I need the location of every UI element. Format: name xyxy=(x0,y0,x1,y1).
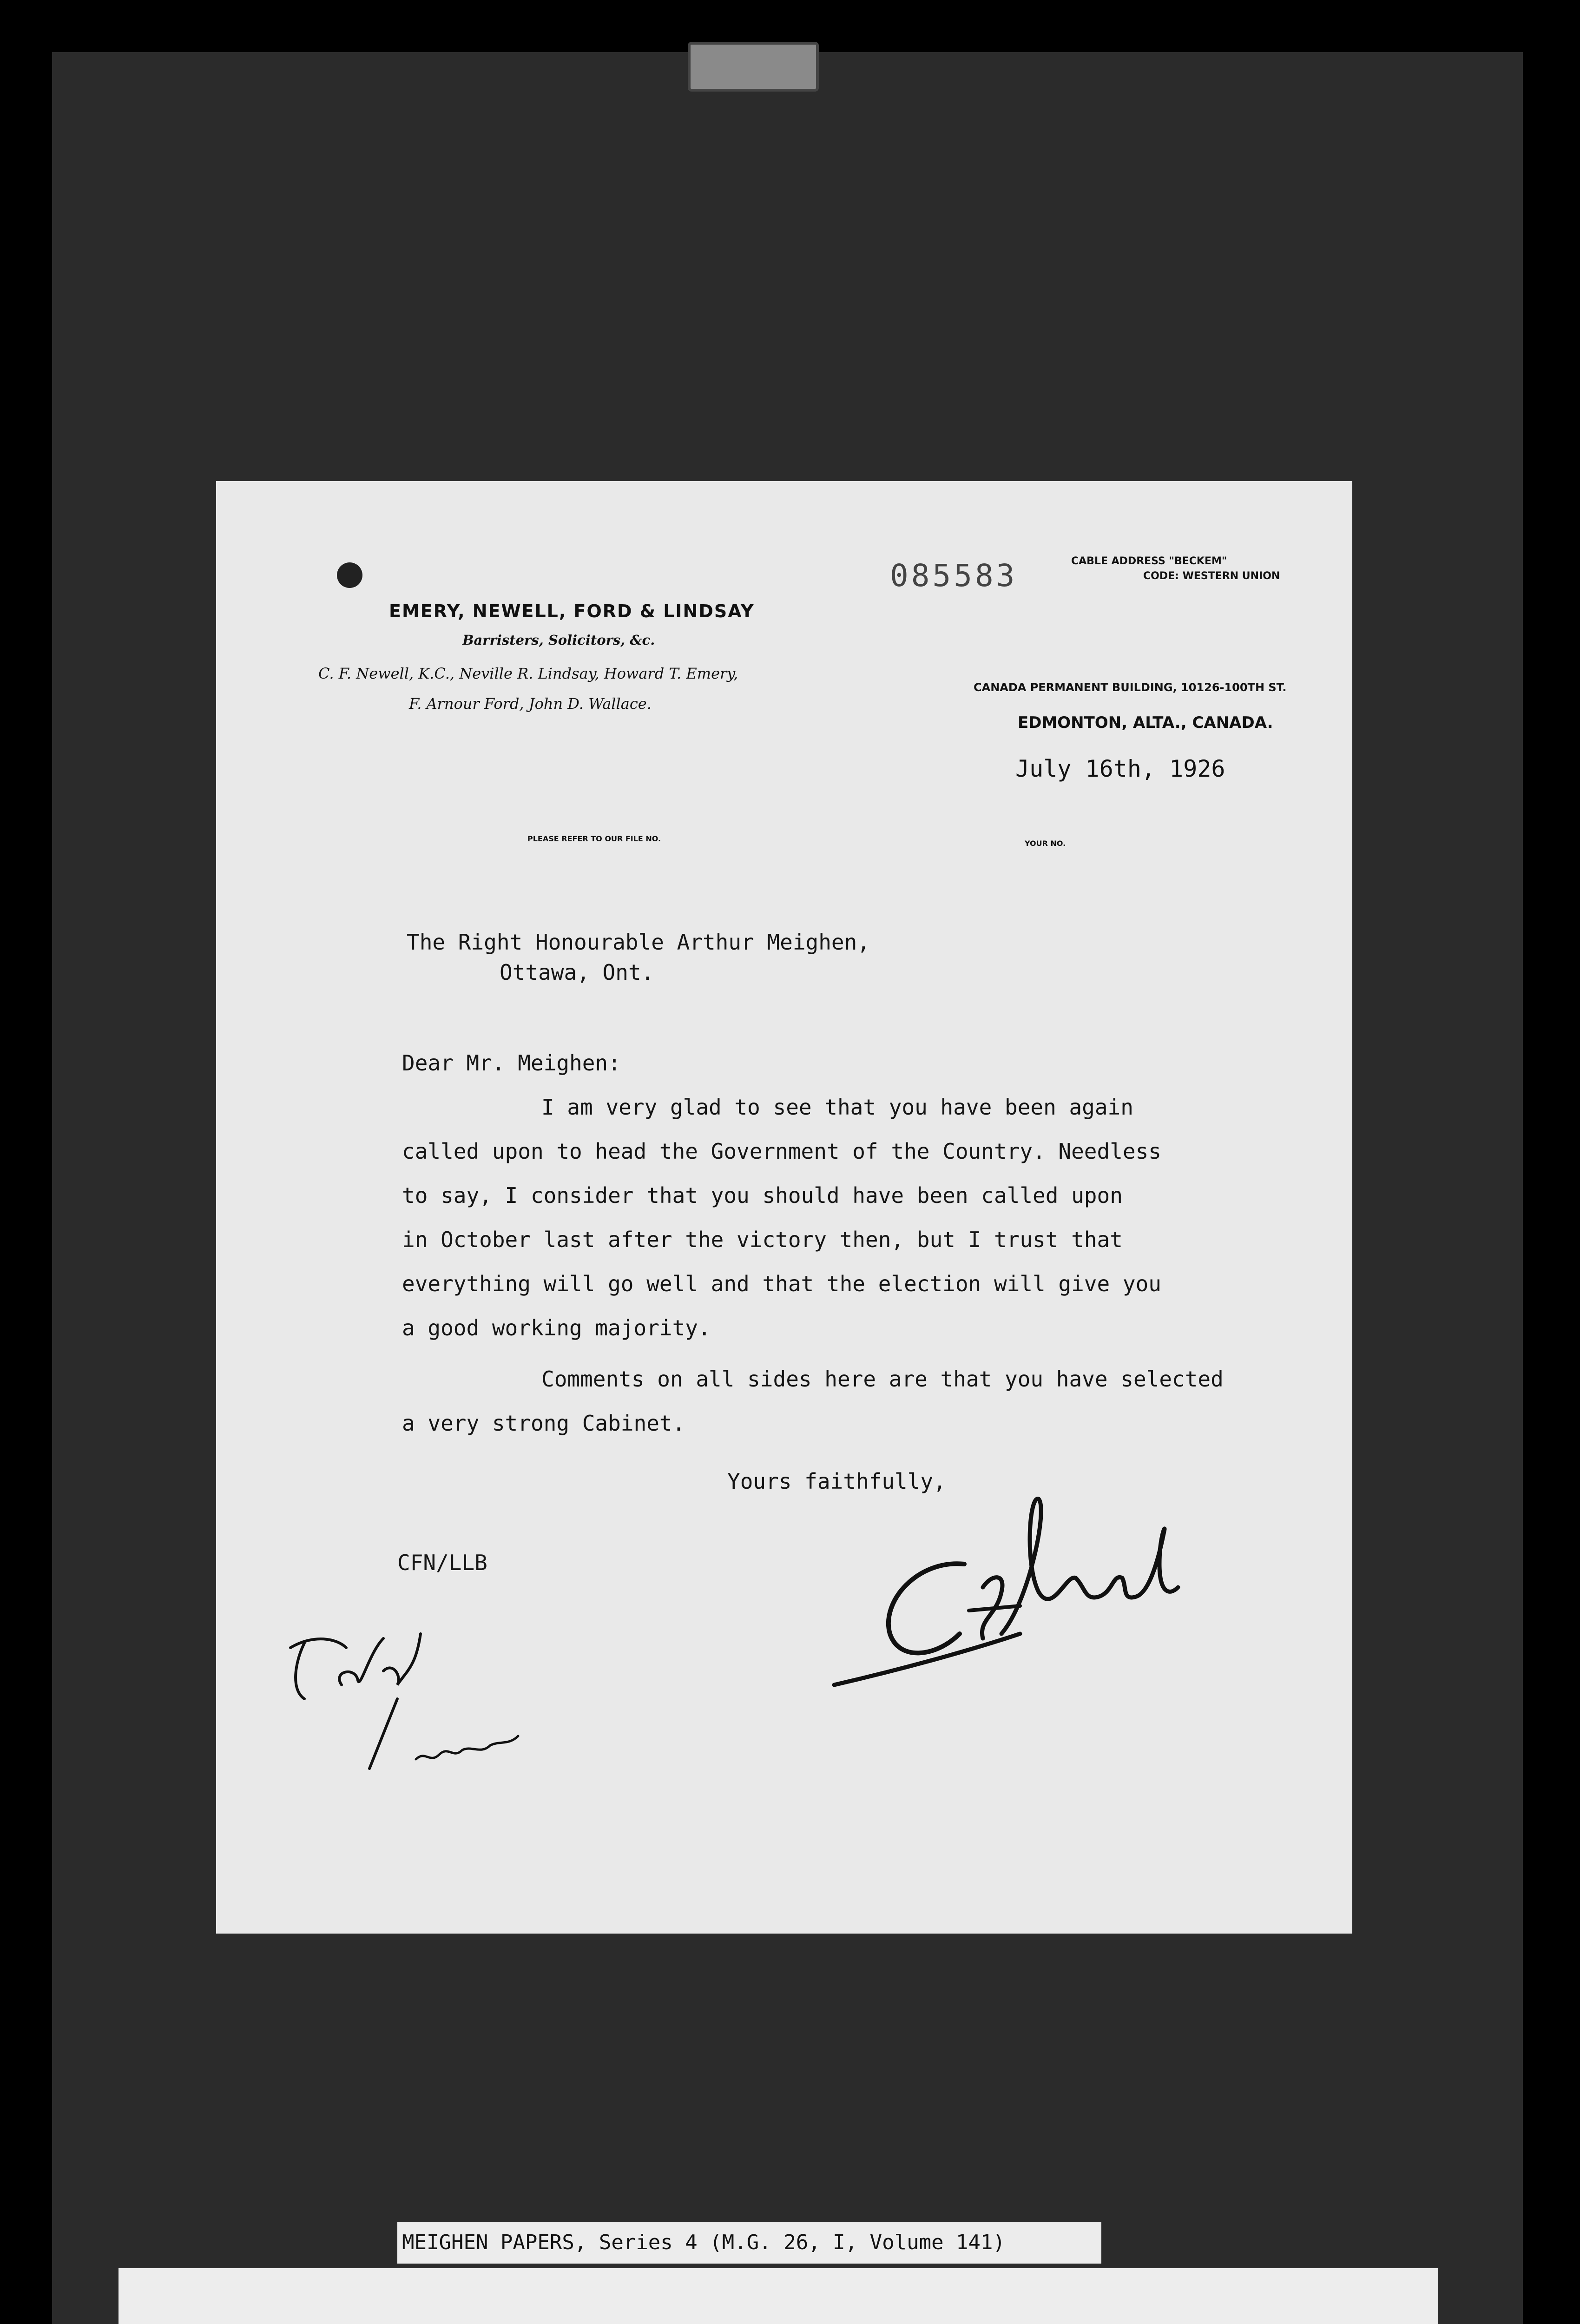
body-line: to say, I consider that you should have been called upon xyxy=(402,1183,1123,1208)
city-address: EDMONTON, ALTA., CANADA. xyxy=(1018,713,1273,732)
stamp-number: 085583 xyxy=(890,558,1018,594)
building-address: CANADA PERMANENT BUILDING, 10126-100TH ST. xyxy=(974,681,1287,694)
firm-subtitle: Barristers, Solicitors, &c. xyxy=(462,632,655,648)
closing: Yours faithfully, xyxy=(727,1469,946,1494)
reference-initials: CFN/LLB xyxy=(397,1550,487,1575)
collection-caption: MEIGHEN PAPERS, Series 4 (M.G. 26, I, Volume 141) xyxy=(397,2222,1101,2264)
archives-card xyxy=(118,2268,1438,2324)
body-line: called upon to head the Government of the Country. Needless xyxy=(402,1139,1161,1164)
punch-hole xyxy=(337,562,362,588)
pencil-annotation xyxy=(276,1606,555,1815)
cable-code: CODE: WESTERN UNION xyxy=(1143,570,1280,582)
recipient-line-1: The Right Honourable Arthur Meighen, xyxy=(407,930,870,955)
body-line: a good working majority. xyxy=(402,1315,711,1340)
partners-line-1: C. F. Newell, K.C., Neville R. Lindsay, Howard T. Emery, xyxy=(318,665,738,682)
partners-line-2: F. Arnour Ford, John D. Wallace. xyxy=(409,695,652,713)
letter-date: July 16th, 1926 xyxy=(1015,755,1225,782)
letter-page xyxy=(216,481,1352,1934)
recipient-line-2: Ottawa, Ont. xyxy=(500,960,654,985)
firm-name: EMERY, NEWELL, FORD & LINDSAY xyxy=(389,601,755,621)
body-line: everything will go well and that the election will give you xyxy=(402,1271,1161,1296)
your-no-label: YOUR NO. xyxy=(1025,839,1066,848)
cable-address: CABLE ADDRESS "BECKEM" xyxy=(1071,555,1227,567)
handwritten-signature xyxy=(825,1480,1197,1703)
body-line: Comments on all sides here are that you have selected xyxy=(541,1367,1224,1392)
file-ref-label: PLEASE REFER TO OUR FILE NO. xyxy=(527,834,661,843)
body-line: I am very glad to see that you have been again xyxy=(541,1095,1133,1120)
paper-clip xyxy=(688,42,819,92)
salutation: Dear Mr. Meighen: xyxy=(402,1050,621,1076)
body-line: in October last after the victory then, but I trust that xyxy=(402,1227,1123,1252)
body-line: a very strong Cabinet. xyxy=(402,1411,685,1436)
